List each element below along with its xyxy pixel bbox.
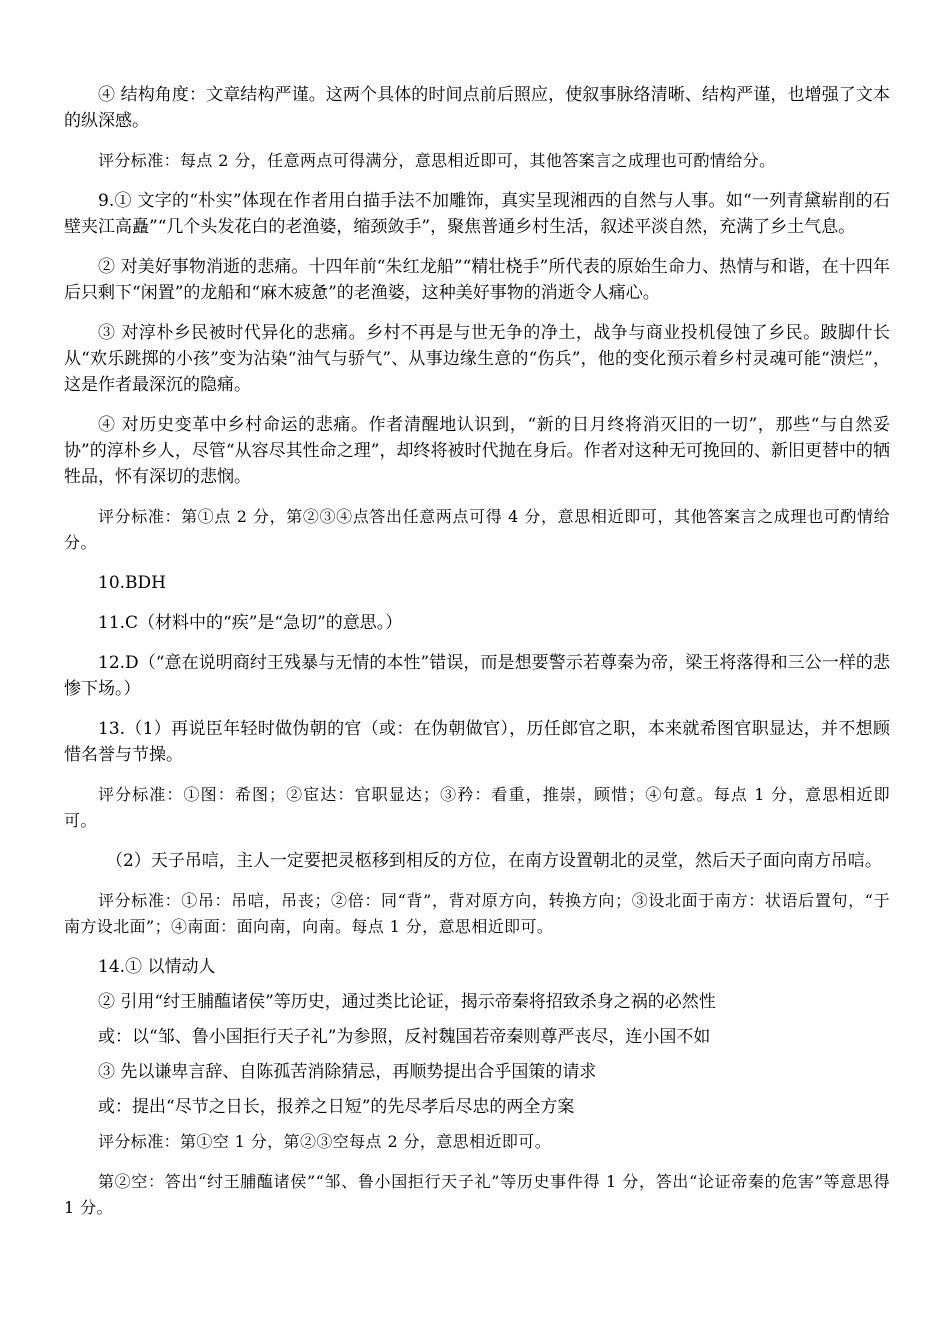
answer-12: 12.D（“意在说明商纣王残暴与无情的本性”错误，而是想要警示若尊秦为帝，梁王将落得和三公一样的悲惨下场。） (64, 653, 890, 699)
answer-9-point-3: ③ 对淳朴乡民被时代异化的悲痛。乡村不再是与世无争的净土，战争与商业投机侵蚀了乡民。跛脚什长从“欢乐跳掷的小孩”变为沾染“油气与骄气”、从事边缘生意的“伤兵”，他的变化预示着乡村灵魂可能“溃烂”，这是作者最深沉的隐痛。 (64, 323, 890, 395)
answer-10: 10.BDH (98, 573, 166, 593)
answer-9-point-1: 9.① 文字的“朴实”体现在作者用白描手法不加雕饰，真实呈现湘西的自然与人事。如“一列青黛崭削的石壁夹江高矗”“几个头发花白的老渔婆，缩颈敛手”，聚焦普通乡村生活，叙述平淡自然，充满了乡土气息。 (64, 191, 890, 237)
answer-9-point-2: ② 对美好事物消逝的悲痛。十四年前“朱红龙船”“精壮桡手”所代表的原始生命力、热情与和谐，在十四年后只剩下“闲置”的龙船和“麻木疲惫”的老渔婆，这种美好事物的消逝令人痛心。 (64, 257, 890, 303)
answer-14-point-2-alt: 或：以“邹、鲁小国拒行天子礼”为参照，反衬魏国若帝秦则尊严丧尽，连小国不如 (98, 1027, 711, 1047)
answer-14-point-3-alt: 或：提出“尽节之日长，报养之日短”的先尽孝后尽忠的两全方案 (98, 1097, 575, 1117)
scoring-criteria-13-part-2: 评分标准：①吊：吊唁，吊丧；②倍：同“背”，背对原方向，转换方向；③设北面于南方：状语后置句，“于南方设北面”；④南面：面向南，向南。每点 1 分，意思相近即可。 (64, 891, 890, 936)
answer-14-point-3: ③ 先以谦卑言辞、自陈孤苦消除猜忌，再顺势提出合乎国策的请求 (98, 1062, 597, 1082)
answer-13-part-2: （2）天子吊唁，主人一定要把灵柩移到相反的方位，在南方设置朝北的灵堂，然后天子面向南方吊唁。 (106, 851, 882, 871)
answer-11: 11.C（材料中的“疾”是“急切”的意思。） (98, 613, 403, 633)
scoring-criteria-14-blank-2: 第②空：答出“纣王脯醢诸侯”“邹、鲁小国拒行天子礼”等历史事件得 1 分，答出“论证帝秦的危害”等意思得 1 分。 (64, 1172, 890, 1217)
scoring-criteria-8: 评分标准：每点 2 分，任意两点可得满分，意思相近即可，其他答案言之成理也可酌情给分。 (98, 151, 776, 170)
scoring-criteria-14: 评分标准：第①空 1 分，第②③空每点 2 分，意思相近即可。 (98, 1132, 552, 1151)
answer-14-point-1: 14.① 以情动人 (98, 957, 216, 977)
answer-9-point-4: ④ 对历史变革中乡村命运的悲痛。作者清醒地认识到，“新的日月终将消灭旧的一切”，那些“与自然妥协”的淳朴乡人，尽管“从容尽其性命之理”，却终将被时代抛在身后。作者对这种无可挽回的、新旧更替中的牺牲品，怀有深切的悲悯。 (64, 415, 890, 487)
answer-8-point-4: ④ 结构角度：文章结构严谨。这两个具体的时间点前后照应，使叙事脉络清晰、结构严谨，也增强了文本的纵深感。 (64, 85, 890, 131)
answer-key-page (64, 82, 890, 1235)
answer-13-part-1: 13.（1）再说臣年轻时做伪朝的官（或：在伪朝做官），历任郎官之职，本来就希图官职显达，并不想顾惜名誉与节操。 (64, 719, 890, 765)
scoring-criteria-13-part-1: 评分标准：①图：希图；②宦达：官职显达；③矜：看重，推崇，顾惜；④句意。每点 1 分，意思相近即可。 (64, 785, 890, 830)
scoring-criteria-9: 评分标准：第①点 2 分，第②③④点答出任意两点可得 4 分，意思相近即可，其他答案言之成理也可酌情给分。 (64, 507, 890, 552)
answer-14-point-2: ② 引用“纣王脯醢诸侯”等历史，通过类比论证，揭示帝秦将招致杀身之祸的必然性 (98, 992, 716, 1012)
